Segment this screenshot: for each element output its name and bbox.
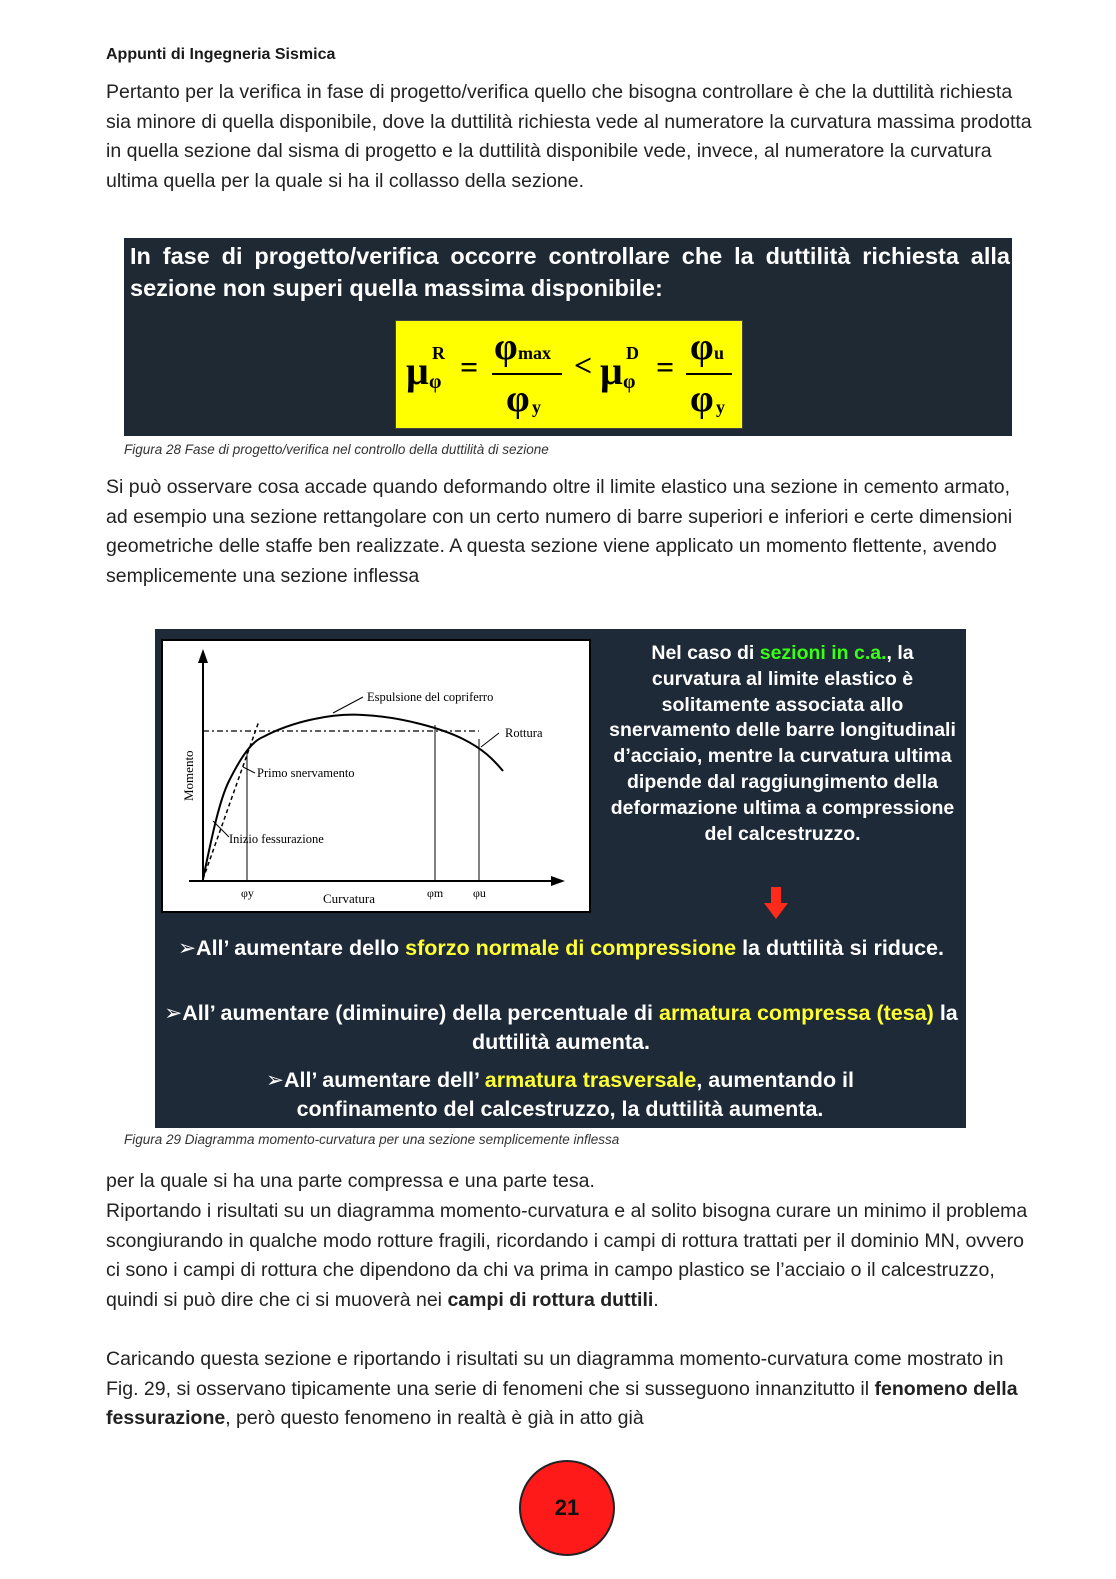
sub-y-2: y [716,397,725,417]
phi-y-1: φ [506,378,530,420]
label-espulsione: Espulsione del copriferro [367,690,494,704]
moment-curvature-plot [161,639,591,913]
figure-28-caption: Figura 28 Fase di progetto/verifica nel controllo della duttilità di sezione [124,442,549,457]
label-phi-m: φm [427,886,444,900]
bullet-3 [195,1066,925,1124]
less-than: < [574,347,593,383]
paragraph-4-bold: campi di rottura duttili [447,1288,654,1311]
figure-29 [155,629,966,1128]
sup-r: R [432,343,445,363]
label-primo: Primo snervamento [257,766,355,780]
mu-symbol-r: μ [406,348,429,393]
paragraph-3: per la quale si ha una parte compressa e una parte tesa. [106,1170,595,1192]
bullet-3-c: , aumentando il confinamento del calcestruzzo, la duttilità aumenta. [296,1068,854,1121]
slide-right-text [605,641,960,847]
bullet-1-c: la duttilità si riduce. [736,936,944,960]
mu-symbol-d: μ [600,348,623,393]
bullet-1-highlight: sforzo normale di compressione [405,936,737,960]
right-text-a: Nel caso di [651,642,760,664]
document-header: Appunti di Ingegneria Sismica [106,46,336,63]
bullet-2-highlight: armatura compressa (tesa) [658,1001,934,1025]
sub-phi-r: φ [429,371,442,393]
bullet-1 [161,934,961,963]
x-axis-arrow [551,876,565,886]
label-phi-y: φy [241,886,254,900]
paragraph-4 [106,1197,1036,1315]
figure-28-title: In fase di progetto/verifica occorre controllare che la duttilità richiesta alla sezione non superi quella massima disponibile: [130,243,1010,301]
paragraph-1: Pertanto per la verifica in fase di progetto/verifica quello che bisogna controllare è che la duttilità richiesta sia minore di quella disponibile, dove la duttilità richiesta vede al numeratore la curvatura massima prodotta in quella sezione dal sisma di progetto e la duttilità disponibile vede, invece, al numeratore la curvatura ultima quella per la quale si ha il collasso della sezione. [106,81,1032,192]
paragraph-5-c: , però questo fenomeno in realtà è già in atto già [225,1407,644,1430]
down-arrow-icon [764,887,788,921]
equals-1: = [460,349,479,385]
y-axis-arrow [198,649,208,663]
figure-29-caption: Figura 29 Diagramma momento-curvatura per una sezione semplicemente inflessa [124,1132,620,1147]
bullet-2 [161,999,961,1057]
phi-max: φ [494,326,518,368]
ductility-formula [395,320,743,429]
sub-phi-d: φ [623,371,636,393]
paragraph-5 [106,1345,1036,1434]
bullet-2-a: ➢All’ aumentare (diminuire) della percentuale di [164,1001,659,1025]
leader-espulsione [333,697,363,713]
figure-28 [124,238,1012,436]
paragraph-4-c: . [653,1288,659,1311]
leader-rottura [481,733,499,747]
elastic-line [203,721,259,879]
sub-u: u [714,343,725,363]
phi-y-2: φ [690,378,714,420]
label-inizio: Inizio fessurazione [229,832,324,846]
bullet-1-a: ➢All’ aumentare dello [178,936,406,960]
phi-u: φ [690,326,714,368]
bullet-3-highlight: armatura trasversale [484,1068,697,1092]
fraction-bar-2 [686,373,732,375]
sub-y-1: y [532,397,541,417]
sub-max: max [518,343,551,363]
leader-primo [243,767,255,773]
y-axis-label: Momento [181,750,196,801]
moment-curvature-curve [203,715,503,879]
paragraph-2: Si può osservare cosa accade quando deformando oltre il limite elastico una sezione in cemento armato, ad esempio una sezione rettangolare con un certo numero di barre superiori e inferiori e certe dimensioni geometriche delle staffe ben realizzate. A questa sezione viene applicato un momento flettente, avendo semplicemente una sezione inflessa [106,476,1013,587]
equals-2: = [656,349,675,385]
bullet-3-a: ➢All’ aumentare dell’ [265,1068,485,1092]
plot-svg [163,641,589,911]
sup-d: D [626,343,639,363]
paragraph-4-a: Riportando i risultati su un diagramma momento-curvatura e al solito bisogna curare un minimo il problema scongiurando in qualche modo rotture fragili, ricordando i campi di rottura trattati per il dominio MN, ovvero ci sono i campi di rottura che dipendono da chi va prima in campo plastico se l’acciaio o il calcestruzzo, quindi si può dire che ci si muoverà nei [106,1200,1028,1311]
right-text-highlight: sezioni in c.a. [759,642,887,664]
paragraph-5-a: Caricando questa sezione e riportando i risultati su un diagramma momento-curvatura come mostrato in Fig. 29, si osservano tipicamente una serie di fenomeni che si susseguono innanzitutto il [106,1348,1004,1400]
page-number-badge: 21 [519,1460,615,1556]
fraction-bar-1 [492,373,562,375]
x-axis-label: Curvatura [323,891,375,906]
bullet-2-c: la duttilità aumenta. [472,1001,958,1054]
paragraph-5-bold: fenomeno della fessurazione [106,1377,1018,1430]
label-phi-u: φu [473,886,486,900]
label-rottura: Rottura [505,726,543,740]
leader-inizio [213,821,229,837]
right-text-c: , la curvatura al limite elastico è solitamente associata allo snervamento delle barre longitudinali d’acciaio, mentre la curvatura ultima dipende dal raggiungimento della deformazione ultima a compressione del calcestruzzo. [609,642,956,845]
